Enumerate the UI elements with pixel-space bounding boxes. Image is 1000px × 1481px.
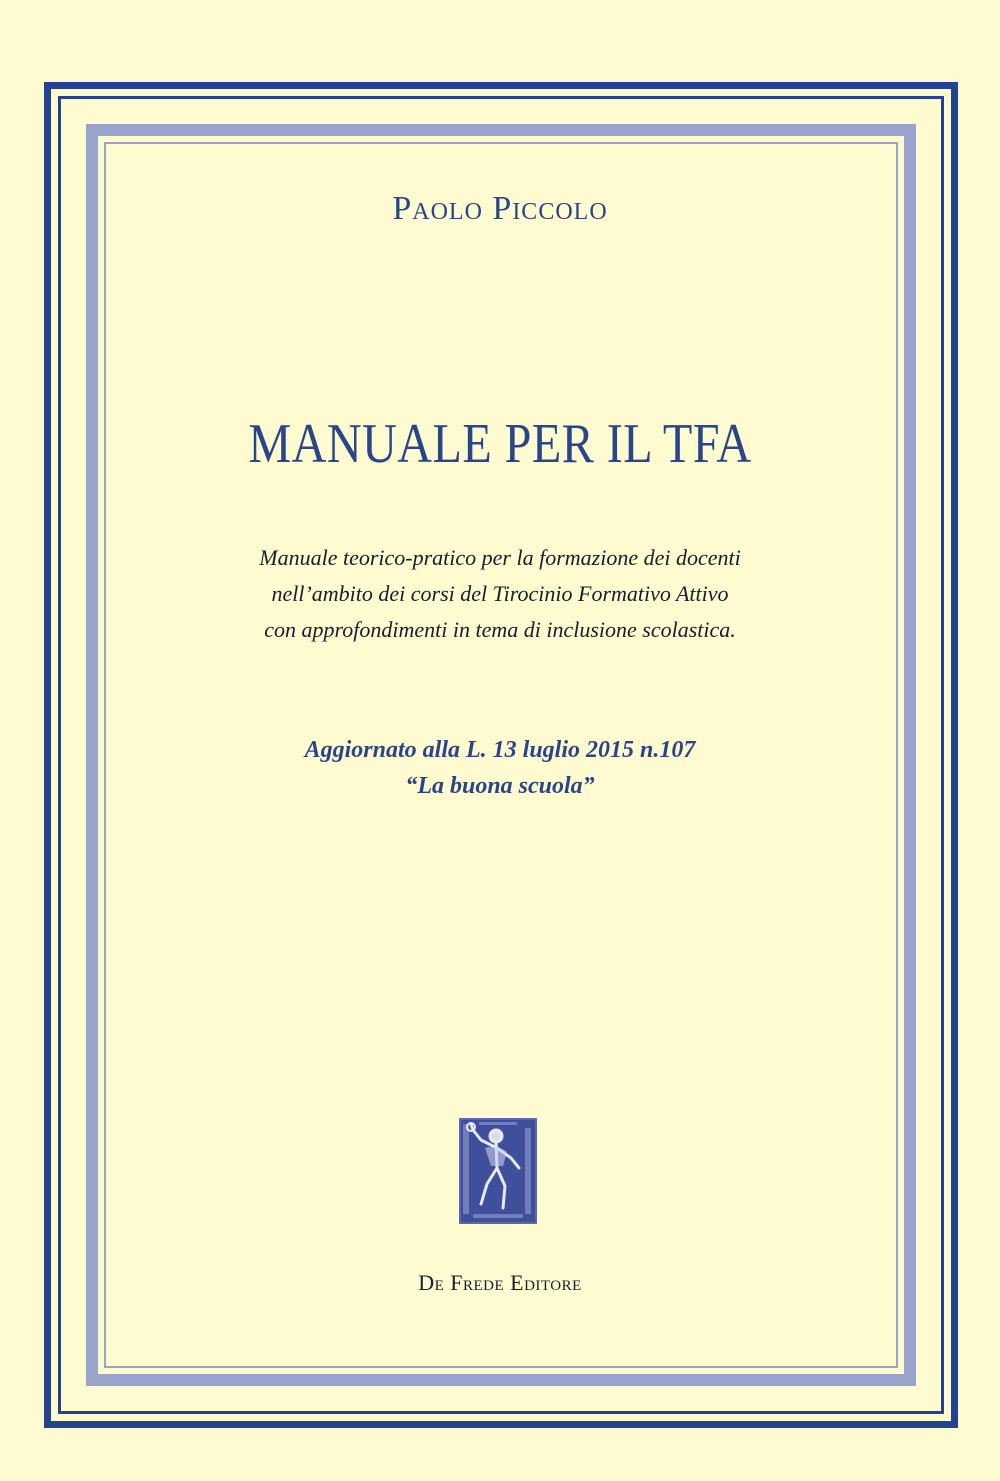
dancing-figure-engraving-icon [459, 1118, 537, 1224]
update-line: “La buona scuola” [405, 773, 595, 799]
publisher-name: De Frede Editore [418, 1270, 582, 1295]
subtitle-line: nell’ambito dei corsi del Tirocinio Formativo Attivo [271, 581, 729, 606]
subtitle-line: con approfondimenti in tema di inclusione scolastica. [264, 617, 736, 642]
subtitle-line: Manuale teorico-pratico per la formazione dei docenti [259, 545, 741, 570]
book-subtitle [0, 540, 1000, 648]
book-title: MANUALE PER IL TFA [248, 413, 752, 475]
update-note [0, 732, 1000, 804]
update-line: Aggiornato alla L. 13 luglio 2015 n.107 [304, 737, 696, 763]
author-name: Paolo Piccolo [392, 190, 608, 227]
